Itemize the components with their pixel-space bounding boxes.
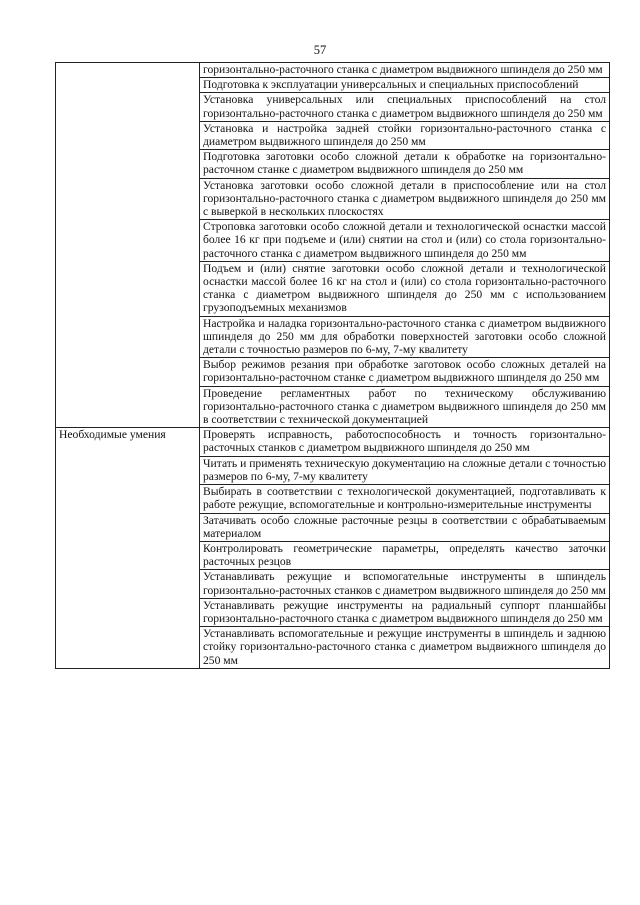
table-cell: горизонтально-расточного станка с диаметром выдвижного шпинделя до 250 мм (200, 63, 610, 78)
requirements-table (55, 62, 610, 669)
table-cell: Настройка и наладка горизонтально-расточного станка с диаметром выдвижного шпинделя до 250 мм для обработки поверхностей заготовки особо сложной детали с точностью размеров по 6-му, 7-му квалитету (200, 316, 610, 358)
table-cell: Подъем и (или) снятие заготовки особо сложной детали и технологической оснастки массой более 16 кг на стол и (или) со стола горизонтально-расточного станка с диаметром выдвижного шпинделя до 250 мм с использованием грузоподъемных механизмов (200, 261, 610, 316)
table-cell: Проверять исправность, работоспособность и точность горизонтально-расточных станков с диаметром выдвижного шпинделя до 250 мм (200, 428, 610, 456)
table-cell: Устанавливать режущие инструменты на радиальный суппорт планшайбы горизонтально-расточного станка с диаметром выдвижного шпинделя до 250 мм (200, 598, 610, 626)
table-cell: Выбирать в соответствии с технологической документацией, подготавливать к работе режущие, вспомогательные и контрольно-измерительные инструменты (200, 485, 610, 513)
page-number: 57 (313, 43, 327, 57)
table-row (56, 63, 610, 78)
section-label-cell: Необходимые умения (56, 428, 200, 668)
table-cell: Установка заготовки особо сложной детали в приспособление или на стол горизонтально-расточного станка с диаметром выдвижного шпинделя до 250 мм с выверкой в нескольких плоскостях (200, 178, 610, 220)
table-cell: Подготовка к эксплуатации универсальных и специальных приспособлений (200, 78, 610, 93)
table-cell: Затачивать особо сложные расточные резцы в соответствии с обрабатываемым материалом (200, 513, 610, 541)
table-cell: Читать и применять техническую документацию на сложные детали с точностью размеров по 6-му, 7-му квалитету (200, 456, 610, 484)
table-cell: Проведение регламентных работ по техническому обслуживанию горизонтально-расточного станка с диаметром выдвижного шпинделя до 250 мм в соответствии с технической документацией (200, 386, 610, 428)
section-label-cell (56, 63, 200, 428)
table-cell: Установка и настройка задней стойки горизонтально-расточного станка с диаметром выдвижного шпинделя до 250 мм (200, 121, 610, 149)
table-cell: Выбор режимов резания при обработке заготовок особо сложных деталей на горизонтально-расточном станке с диаметром выдвижного шпинделя до 250 мм (200, 358, 610, 386)
table-cell: Установка универсальных или специальных приспособлений на стол горизонтально-расточного станка с диаметром выдвижного шпинделя до 250 мм (200, 93, 610, 121)
table-cell: Строповка заготовки особо сложной детали и технологической оснастки массой более 16 кг при подъеме и (или) снятии на стол и (или) со стола горизонтально-расточного станка с диаметром выдвижного шпинделя до 250 мм (200, 220, 610, 262)
table-cell: Устанавливать режущие и вспомогательные инструменты в шпиндель горизонтально-расточных станков с диаметром выдвижного шпинделя до 250 мм (200, 570, 610, 598)
table-cell: Контролировать геометрические параметры, определять качество заточки расточных резцов (200, 541, 610, 569)
table-cell: Подготовка заготовки особо сложной детали к обработке на горизонтально-расточном станке с диаметром выдвижного шпинделя до 250 мм (200, 150, 610, 178)
table-row (56, 428, 610, 456)
table-cell: Устанавливать вспомогательные и режущие инструменты в шпиндель и заднюю стойку горизонтально-расточного станка с диаметром выдвижного шпинделя до 250 мм (200, 627, 610, 669)
